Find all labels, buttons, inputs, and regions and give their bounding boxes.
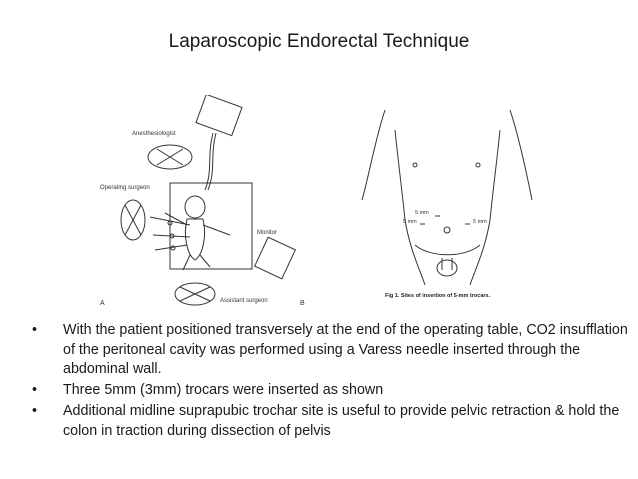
slide-title: Laparoscopic Endorectal Technique xyxy=(168,31,470,52)
bullet-text: Additional midline suprapubic trochar site is useful to provide pelvic retraction & hold the colon in traction during dissection of pelvis xyxy=(63,403,620,439)
bullet-dot: • xyxy=(32,322,38,338)
monitor-label: Monitor xyxy=(257,230,278,236)
panel-b-label: B xyxy=(300,300,305,307)
bullet-dot: • xyxy=(32,382,38,398)
assistant-surgeon-label: Assistant surgeon xyxy=(220,298,268,304)
torso-illustration xyxy=(360,100,540,290)
trocar-label-top: 5 mm xyxy=(415,210,429,216)
trocar-sites-diagram xyxy=(360,100,638,315)
bullet-text: Three 5mm (3mm) trocars were inserted as shown xyxy=(63,382,384,398)
figure-caption: Fig 1. Sites of insertion of 5-mm trocars. xyxy=(385,293,491,299)
bullet-item xyxy=(20,321,630,380)
bullet-text: With the patient positioned transversely at the end of the operating table, CO2 insufflation of the peritoneal cavity was performed using a Varess needle inserted through the abdominal wall. xyxy=(63,322,628,377)
trocar-label-left: 5 mm xyxy=(403,219,417,225)
operating-room-diagram xyxy=(95,95,310,310)
operating-room-illustration xyxy=(95,95,310,310)
trocar-label-right: 5 mm xyxy=(473,219,487,225)
panel-a-label: A xyxy=(100,300,105,307)
anesthesiologist-label: Anesthesiologist xyxy=(132,131,176,137)
operating-surgeon-label: Operating surgeon xyxy=(100,185,150,191)
bullet-item xyxy=(20,381,630,401)
bullet-dot: • xyxy=(32,403,38,419)
bullet-list xyxy=(20,321,630,443)
bullet-item xyxy=(20,402,630,441)
